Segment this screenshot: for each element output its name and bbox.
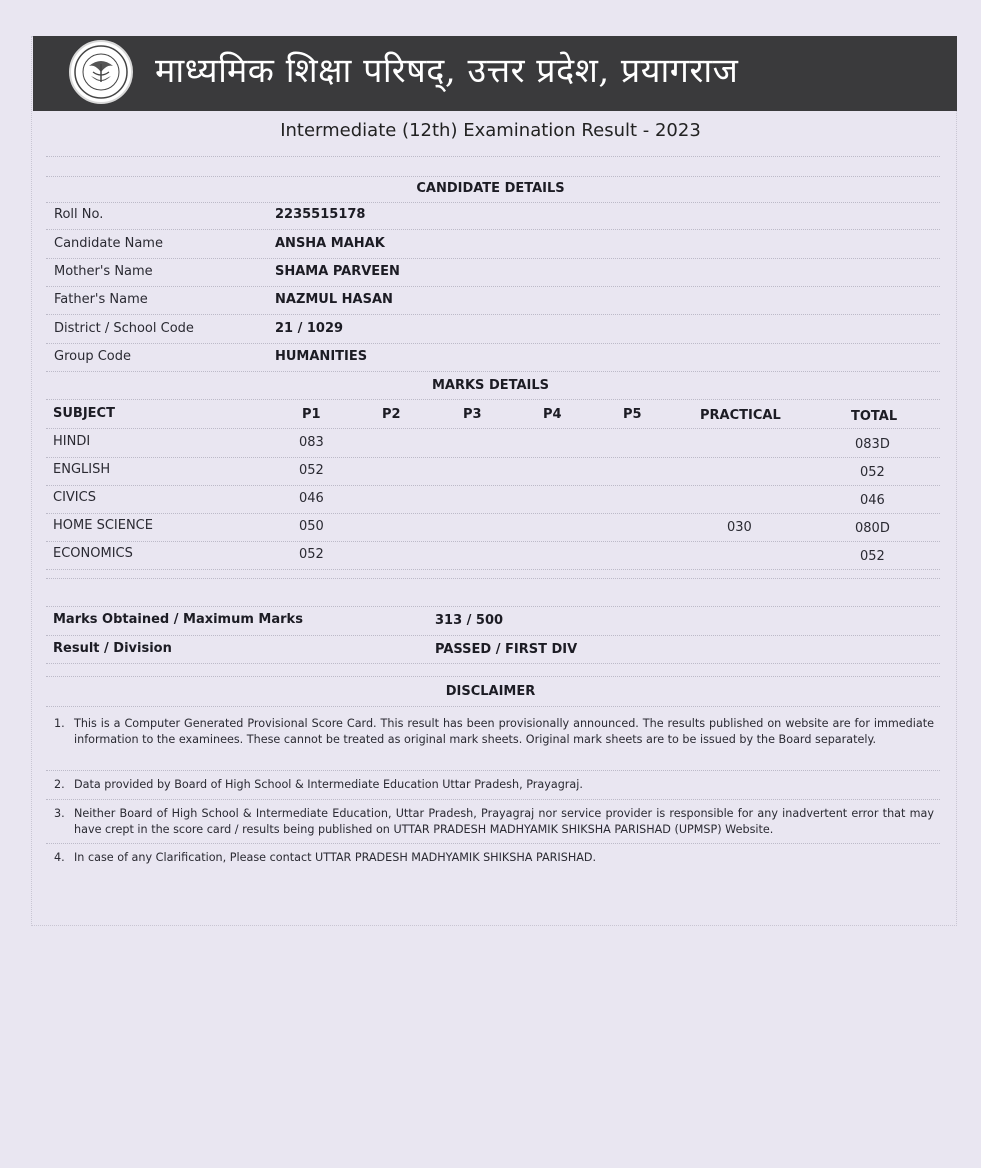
disclaimer-number: 1. bbox=[54, 717, 65, 730]
divider bbox=[46, 635, 940, 636]
exam-title: Intermediate (12th) Examination Result - 2023 bbox=[280, 120, 701, 141]
disclaimer-item bbox=[54, 850, 934, 866]
group-code-value: HUMANITIES bbox=[275, 349, 368, 364]
up-state-emblem-icon bbox=[69, 40, 133, 104]
p1-header: P1 bbox=[302, 407, 321, 422]
divider bbox=[46, 202, 940, 203]
board-name: माध्यमिक शिक्षा परिषद्, उत्तर प्रदेश, प्रयागराज bbox=[155, 51, 739, 91]
divider bbox=[46, 770, 940, 771]
roll-no-value: 2235515178 bbox=[275, 207, 366, 222]
disclaimer-number: 2. bbox=[54, 778, 65, 791]
practical-cell: 030 bbox=[727, 520, 752, 535]
p5-header: P5 bbox=[623, 407, 642, 422]
subject-cell: HINDI bbox=[53, 434, 91, 449]
p2-header: P2 bbox=[382, 407, 401, 422]
total-cell: 046 bbox=[860, 493, 885, 508]
divider bbox=[46, 799, 940, 800]
disclaimer-text: Neither Board of High School & Intermediate Education, Uttar Pradesh, Prayagraj nor service provider is responsible for any inadvertent error that may have crept in the score card / results being published on UTTAR PRADESH MADHYAMIK SHIKSHA PARISHAD (UPMSP) Website. bbox=[74, 807, 934, 836]
marks-obtained-value: 313 / 500 bbox=[435, 613, 504, 628]
divider bbox=[46, 663, 940, 664]
father-name-label: Father's Name bbox=[54, 292, 148, 307]
disclaimer-item bbox=[54, 777, 934, 793]
candidate-name-value: ANSHA MAHAK bbox=[275, 236, 385, 251]
disclaimer-number: 4. bbox=[54, 851, 65, 864]
total-cell: 052 bbox=[860, 465, 885, 480]
subject-cell: ECONOMICS bbox=[53, 546, 133, 561]
subject-header: SUBJECT bbox=[53, 406, 115, 421]
p1-cell: 052 bbox=[299, 463, 324, 478]
total-cell: 052 bbox=[860, 549, 885, 564]
candidate-name-label: Candidate Name bbox=[54, 236, 163, 251]
district-school-code-label: District / School Code bbox=[54, 321, 194, 336]
practical-header: PRACTICAL bbox=[700, 408, 781, 423]
subject-cell: ENGLISH bbox=[53, 462, 111, 477]
mother-name-label: Mother's Name bbox=[54, 264, 153, 279]
marks-details-heading: MARKS DETAILS bbox=[431, 378, 550, 393]
p4-header: P4 bbox=[543, 407, 562, 422]
divider bbox=[46, 843, 940, 844]
total-cell: 083D bbox=[855, 437, 890, 452]
disclaimer-text: Data provided by Board of High School & Intermediate Education Uttar Pradesh, Prayagraj. bbox=[74, 778, 583, 791]
p1-cell: 083 bbox=[299, 435, 324, 450]
district-school-code-value: 21 / 1029 bbox=[275, 321, 344, 336]
disclaimer-item bbox=[54, 806, 934, 838]
subject-cell: HOME SCIENCE bbox=[53, 518, 153, 533]
divider bbox=[46, 606, 940, 607]
divider bbox=[46, 541, 940, 542]
divider bbox=[46, 706, 940, 707]
divider bbox=[46, 371, 940, 372]
divider bbox=[46, 428, 940, 429]
p1-cell: 052 bbox=[299, 547, 324, 562]
candidate-details-heading: CANDIDATE DETAILS bbox=[416, 181, 565, 196]
divider bbox=[46, 457, 940, 458]
divider bbox=[46, 569, 940, 570]
p1-cell: 050 bbox=[299, 519, 324, 534]
disclaimer-heading: DISCLAIMER bbox=[445, 684, 536, 699]
divider bbox=[46, 258, 940, 259]
divider bbox=[46, 399, 940, 400]
mother-name-value: SHAMA PARVEEN bbox=[275, 264, 400, 279]
disclaimer-item bbox=[54, 716, 934, 748]
father-name-value: NAZMUL HASAN bbox=[275, 292, 393, 307]
total-cell: 080D bbox=[855, 521, 890, 536]
disclaimer-text: In case of any Clarification, Please contact UTTAR PRADESH MADHYAMIK SHIKSHA PARISHAD. bbox=[74, 851, 597, 864]
divider bbox=[46, 156, 940, 157]
group-code-label: Group Code bbox=[54, 349, 131, 364]
divider bbox=[46, 513, 940, 514]
p1-cell: 046 bbox=[299, 491, 324, 506]
divider bbox=[46, 176, 940, 177]
divider bbox=[46, 314, 940, 315]
divider bbox=[46, 485, 940, 486]
header-banner bbox=[33, 36, 957, 111]
disclaimer-text: This is a Computer Generated Provisional Score Card. This result has been provisionally announced. The results published on website are for immediate information to the examinees. These cannot be treated as original mark sheets. Original mark sheets are to be issued by the Board separately. bbox=[74, 717, 934, 746]
subject-cell: CIVICS bbox=[53, 490, 96, 505]
p3-header: P3 bbox=[463, 407, 482, 422]
divider bbox=[46, 578, 940, 579]
marks-obtained-label: Marks Obtained / Maximum Marks bbox=[53, 612, 303, 627]
divider bbox=[46, 676, 940, 677]
disclaimer-number: 3. bbox=[54, 807, 65, 820]
result-division-label: Result / Division bbox=[53, 641, 172, 656]
total-header: TOTAL bbox=[851, 409, 898, 424]
divider bbox=[46, 286, 940, 287]
divider bbox=[46, 343, 940, 344]
result-division-value: PASSED / FIRST DIV bbox=[435, 642, 578, 657]
divider bbox=[46, 229, 940, 230]
roll-no-label: Roll No. bbox=[54, 207, 104, 222]
